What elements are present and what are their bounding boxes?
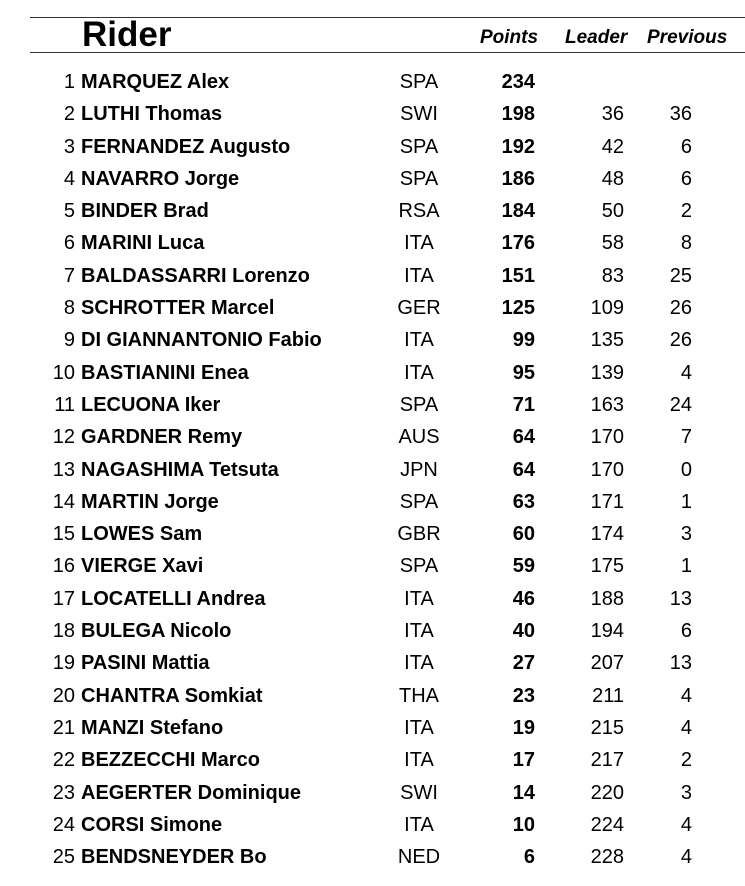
table-row [0, 809, 745, 841]
rider-name-cell: BEZZECCHI Marco [81, 749, 260, 772]
position-cell: 7 [63, 264, 75, 287]
points-cell: 192 [501, 135, 535, 158]
points-cell: 14 [512, 781, 535, 804]
gap-to-previous-cell: 25 [669, 264, 692, 287]
points-cell: 23 [512, 684, 535, 707]
nationality-cell: SWI [400, 103, 438, 126]
standings-table [0, 66, 745, 873]
points-cell: 63 [512, 490, 535, 513]
rider-name-cell: BALDASSARRI Lorenzo [81, 264, 310, 287]
rider-name-cell: VIERGE Xavi [81, 555, 204, 578]
table-row [0, 550, 745, 582]
gap-to-leader-cell: 170 [590, 426, 624, 449]
gap-to-previous-cell: 4 [680, 684, 692, 707]
nationality-cell: ITA [404, 813, 434, 836]
table-row [0, 66, 745, 98]
points-cell: 27 [512, 652, 535, 675]
table-row [0, 227, 745, 259]
position-cell: 15 [52, 523, 75, 546]
table-row [0, 421, 745, 453]
points-cell: 95 [512, 361, 535, 384]
rider-name-cell: NAGASHIMA Tetsuta [81, 458, 279, 481]
table-row [0, 680, 745, 712]
position-cell: 9 [63, 329, 75, 352]
gap-to-previous-cell: 6 [680, 167, 692, 190]
nationality-cell: ITA [404, 232, 434, 255]
gap-to-leader-cell: 215 [590, 716, 624, 739]
gap-to-leader-cell: 135 [590, 329, 624, 352]
rider-name-cell: LOWES Sam [81, 523, 203, 546]
table-row [0, 486, 745, 518]
points-cell: 186 [501, 167, 535, 190]
nationality-cell: THA [399, 684, 439, 707]
gap-to-leader-cell: 211 [592, 684, 624, 707]
table-row [0, 131, 745, 163]
table-title: Rider [82, 15, 172, 54]
points-cell: 71 [512, 393, 535, 416]
nationality-cell: SPA [399, 71, 439, 93]
gap-to-previous-cell: 4 [680, 813, 692, 836]
points-cell: 99 [512, 329, 535, 352]
rider-name-cell: CHANTRA Somkiat [81, 684, 263, 707]
position-cell: 6 [63, 232, 75, 255]
gap-to-leader-cell: 207 [590, 652, 624, 675]
gap-to-leader-cell: 109 [590, 297, 624, 320]
gap-to-leader-cell: 224 [590, 813, 624, 836]
nationality-cell: NED [397, 846, 441, 869]
position-cell: 3 [63, 135, 75, 158]
nationality-cell: ITA [404, 329, 434, 352]
rider-name-cell: LOCATELLI Andrea [81, 587, 266, 610]
gap-to-previous-cell: 4 [680, 361, 692, 384]
gap-to-previous-cell: 2 [680, 749, 692, 772]
gap-to-leader-cell: 217 [590, 749, 624, 772]
gap-to-leader-cell: 228 [590, 846, 624, 869]
gap-to-leader-cell: 163 [590, 393, 624, 416]
rider-name-cell: BINDER Brad [81, 200, 209, 223]
gap-to-leader-cell: 42 [601, 135, 624, 158]
position-cell: 14 [52, 490, 75, 513]
position-cell: 20 [52, 684, 75, 707]
nationality-cell: GBR [397, 523, 441, 546]
position-cell: 10 [52, 361, 75, 384]
gap-to-previous-cell: 2 [680, 200, 692, 223]
gap-to-leader-cell: 171 [590, 490, 624, 513]
table-row [0, 389, 745, 421]
points-cell: 176 [501, 232, 535, 255]
nationality-cell: SPA [399, 555, 439, 578]
nationality-cell: ITA [404, 716, 434, 739]
gap-to-leader-cell: 220 [590, 781, 624, 804]
nationality-cell: SPA [399, 167, 439, 190]
points-cell: 64 [512, 458, 535, 481]
gap-to-previous-cell: 13 [669, 652, 692, 675]
nationality-cell: GER [397, 297, 441, 320]
gap-to-leader-cell: 58 [601, 232, 624, 255]
table-row [0, 163, 745, 195]
gap-to-leader-cell: 48 [601, 167, 624, 190]
gap-to-previous-cell: 4 [680, 716, 692, 739]
nationality-cell: RSA [398, 200, 440, 223]
table-row [0, 615, 745, 647]
points-cell: 151 [501, 264, 535, 287]
points-cell: 234 [501, 71, 535, 93]
gap-to-previous-cell: 26 [669, 297, 692, 320]
points-cell: 198 [501, 103, 535, 126]
nationality-cell: SWI [400, 781, 438, 804]
position-cell: 4 [63, 167, 75, 190]
rider-name-cell: SCHROTTER Marcel [81, 297, 275, 320]
position-cell: 18 [52, 620, 75, 643]
rider-name-cell: DI GIANNANTONIO Fabio [81, 329, 322, 352]
points-cell: 6 [523, 846, 535, 869]
rider-name-cell: AEGERTER Dominique [81, 781, 302, 804]
table-row [0, 260, 745, 292]
nationality-cell: SPA [399, 490, 439, 513]
position-cell: 22 [52, 749, 75, 772]
gap-to-previous-cell: 8 [680, 232, 692, 255]
gap-to-previous-cell: 4 [680, 846, 692, 869]
points-cell: 46 [512, 587, 535, 610]
rider-name-cell: BENDSNEYDER Bo [81, 846, 267, 869]
nationality-cell: ITA [404, 620, 434, 643]
points-cell: 40 [512, 620, 535, 643]
position-cell: 5 [63, 200, 75, 223]
position-cell: 8 [63, 297, 75, 320]
rider-name-cell: LECUONA Iker [81, 393, 221, 416]
nationality-cell: ITA [404, 749, 434, 772]
position-cell: 13 [52, 458, 75, 481]
points-cell: 64 [512, 426, 535, 449]
nationality-cell: AUS [398, 426, 440, 449]
rider-name-cell: MARINI Luca [81, 232, 205, 255]
position-cell: 17 [52, 587, 75, 610]
gap-to-previous-cell: 6 [680, 135, 692, 158]
table-row [0, 777, 745, 809]
position-cell: 11 [54, 393, 75, 416]
leader-column-header: Leader [565, 27, 628, 48]
table-row [0, 583, 745, 615]
points-cell: 184 [501, 200, 535, 223]
rider-name-cell: PASINI Mattia [81, 652, 210, 675]
gap-to-leader-cell: 174 [590, 523, 624, 546]
header-rule [30, 52, 745, 53]
points-column-header: Points [480, 27, 539, 48]
points-cell: 17 [512, 749, 535, 772]
gap-to-leader-cell: 170 [590, 458, 624, 481]
rider-name-cell: LUTHI Thomas [81, 103, 223, 126]
position-cell: 1 [63, 71, 75, 93]
nationality-cell: ITA [404, 361, 434, 384]
gap-to-previous-cell: 6 [680, 620, 692, 643]
nationality-cell: SPA [399, 393, 439, 416]
points-cell: 10 [512, 813, 535, 836]
gap-to-leader-cell: 50 [601, 200, 624, 223]
table-row [0, 324, 745, 356]
position-cell: 21 [52, 716, 75, 739]
position-cell: 25 [52, 846, 75, 869]
gap-to-leader-cell: 175 [590, 555, 624, 578]
rider-name-cell: MANZI Stefano [81, 716, 224, 739]
table-row [0, 647, 745, 679]
gap-to-leader-cell: 194 [590, 620, 624, 643]
nationality-cell: ITA [404, 587, 434, 610]
rider-name-cell: BULEGA Nicolo [81, 620, 232, 643]
points-cell: 19 [512, 716, 535, 739]
rider-name-cell: MARQUEZ Alex [81, 71, 230, 93]
previous-column-header: Previous [647, 27, 728, 48]
gap-to-previous-cell: 3 [680, 781, 692, 804]
gap-to-leader-cell: 188 [590, 587, 624, 610]
position-cell: 2 [63, 103, 75, 126]
position-cell: 12 [52, 426, 75, 449]
position-cell: 24 [52, 813, 75, 836]
rider-name-cell: FERNANDEZ Augusto [81, 135, 291, 158]
table-row [0, 98, 745, 130]
rider-name-cell: GARDNER Remy [81, 426, 243, 449]
points-cell: 125 [501, 297, 535, 320]
gap-to-previous-cell: 24 [669, 393, 692, 416]
rider-name-cell: NAVARRO Jorge [81, 167, 240, 190]
gap-to-previous-cell: 3 [680, 523, 692, 546]
gap-to-previous-cell: 13 [669, 587, 692, 610]
table-row [0, 292, 745, 324]
gap-to-leader-cell: 83 [601, 264, 624, 287]
gap-to-previous-cell: 36 [669, 103, 692, 126]
nationality-cell: JPN [400, 458, 438, 481]
points-cell: 60 [512, 523, 535, 546]
nationality-cell: SPA [399, 135, 439, 158]
table-row [0, 357, 745, 389]
rider-name-cell: BASTIANINI Enea [81, 361, 249, 384]
table-row [0, 518, 745, 550]
table-row [0, 841, 745, 873]
gap-to-leader-cell: 139 [590, 361, 624, 384]
table-row [0, 744, 745, 776]
nationality-cell: ITA [404, 652, 434, 675]
gap-to-previous-cell: 0 [680, 458, 692, 481]
position-cell: 23 [52, 781, 75, 804]
position-cell: 16 [52, 555, 75, 578]
gap-to-previous-cell: 26 [669, 329, 692, 352]
nationality-cell: ITA [404, 264, 434, 287]
gap-to-previous-cell: 1 [680, 555, 692, 578]
table-row [0, 454, 745, 486]
gap-to-previous-cell: 7 [680, 426, 692, 449]
rider-name-cell: CORSI Simone [81, 813, 223, 836]
gap-to-leader-cell: 36 [601, 103, 624, 126]
table-row [0, 712, 745, 744]
table-row [0, 195, 745, 227]
gap-to-previous-cell: 1 [680, 490, 692, 513]
position-cell: 19 [52, 652, 75, 675]
rider-name-cell: MARTIN Jorge [81, 490, 219, 513]
points-cell: 59 [512, 555, 535, 578]
